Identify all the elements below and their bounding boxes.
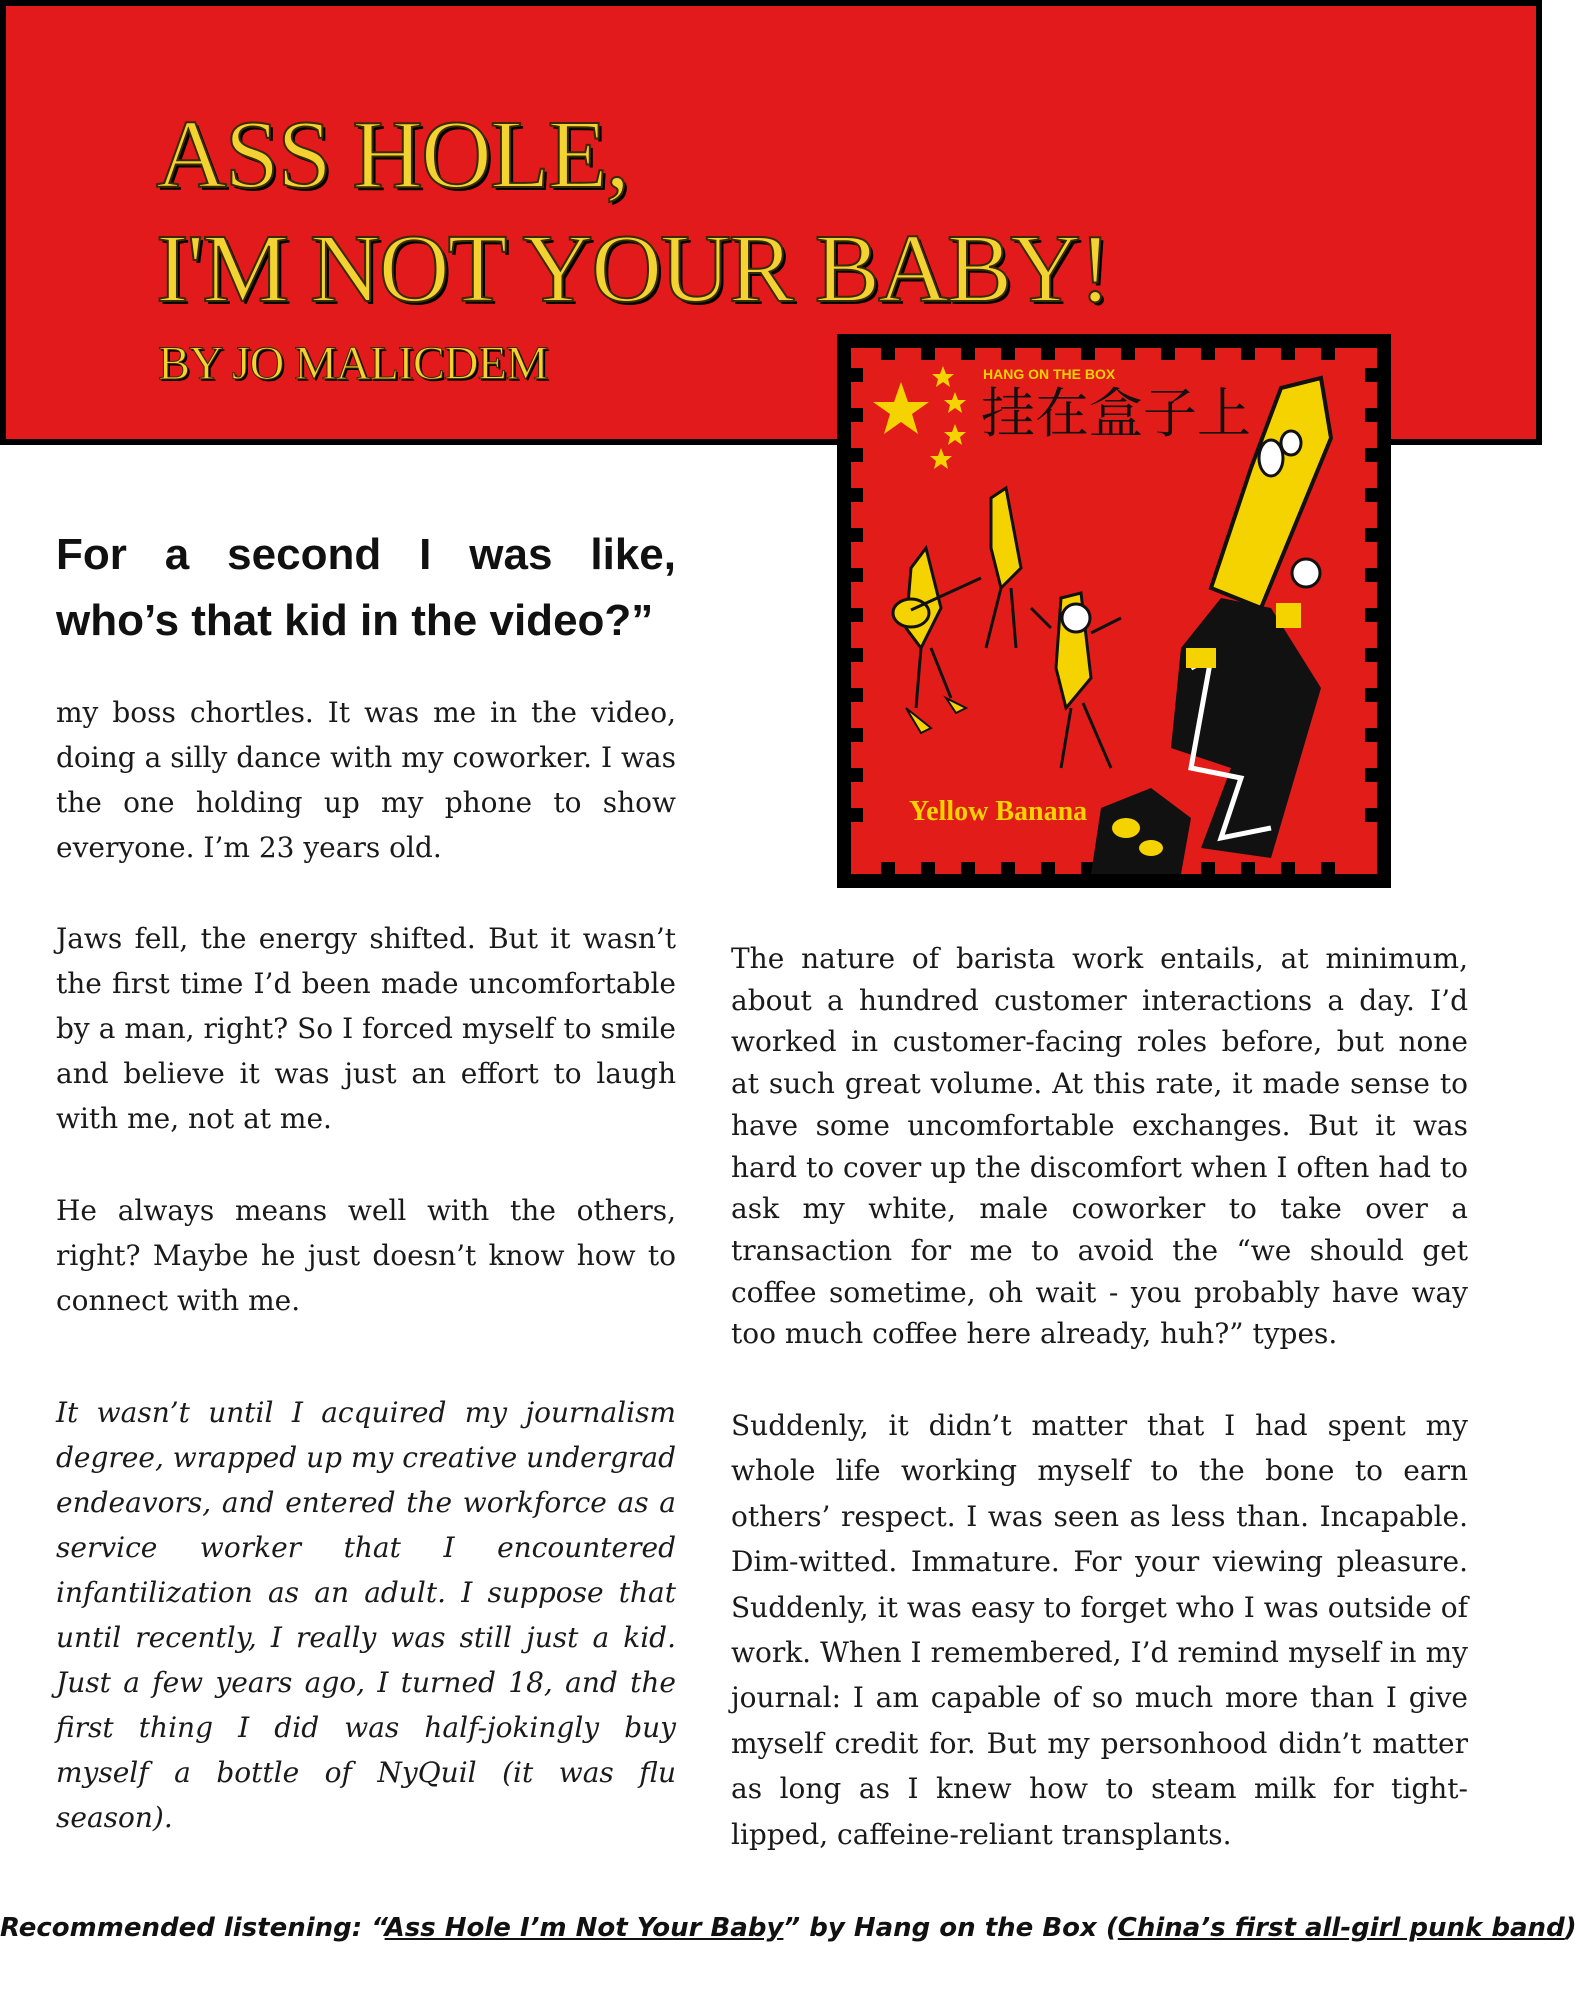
star-icons bbox=[873, 366, 966, 469]
banana-character-singer bbox=[986, 488, 1021, 648]
album-cover-art bbox=[851, 348, 1377, 874]
footer-prefix: Recommended listening: “ bbox=[0, 1913, 385, 1943]
footer-middle: ” by Hang on the Box ( bbox=[783, 1913, 1118, 1943]
title-line-2: I'M NOT YOUR BABY! bbox=[156, 215, 1110, 323]
album-chinese-title: 挂在盒子上 bbox=[981, 382, 1251, 445]
title-line-1: ASS HOLE, bbox=[156, 101, 629, 209]
right-paragraph-2: Suddenly, it didn’t matter that I had spent my whole life working myself to the bone to earn others’ respect. I was seen as less than. Incapable. Dim-witted. Immature. For your viewing pleasure. Suddenly, it was easy to forget who I was outside of work. When I remembered, I’d remind myself in my journal: I am capable of so much more than I give myself credit for. But my personhood didn’t matter as long as I knew how to steam milk for tight-lipped, caffeine-reliant transplants. bbox=[731, 1409, 1468, 1851]
recommended-listening bbox=[0, 1908, 1577, 1948]
byline: BY JO MALICDEM bbox=[158, 337, 548, 390]
right-paragraph-1: The nature of barista work entails, at minimum, about a hundred customer interactions a day. I’d worked in customer-facing roles before, but none at such great volume. At this rate, it made sense to have some uncomfortable exchanges. But it was hard to cover up the discomfort when I often had to ask my white, male coworker to take over a transaction for me to avoid the “we should get coffee sometime, oh wait - you probably have way too much coffee here already, huh?” types. bbox=[731, 942, 1468, 1351]
band-link[interactable]: China’s first all-girl punk band bbox=[1117, 1913, 1565, 1943]
album-band-name: HANG ON THE BOX bbox=[983, 366, 1116, 382]
pull-quote-headline: For a second I was like, who’s that kid in the video?” bbox=[56, 530, 676, 645]
left-paragraph-4: It wasn’t until I acquired my journalism degree, wrapped up my creative undergrad endeavors, and entered the workforce as a service worker that I encountered infantilization as an adult. I suppose that until recently, I really was still just a kid. Just a few years ago, I turned 18, and the first thing I did was half-jokingly buy myself a bottle of NyQuil (it was flu season). bbox=[56, 1396, 676, 1834]
left-paragraph-2: Jaws fell, the energy shifted. But it wasn’t the first time I’d been made uncomfortable by a man, right? So I forced myself to smile and believe it was just an effort to laugh with me, not at me. bbox=[56, 922, 676, 1135]
article-title bbox=[156, 98, 1110, 326]
banana-character-drummer bbox=[1031, 593, 1121, 768]
song-link[interactable]: Ass Hole I’m Not Your Baby bbox=[384, 1913, 784, 1943]
album-title: Yellow Banana bbox=[909, 796, 1088, 827]
banana-character-large bbox=[1171, 378, 1331, 858]
left-paragraph-1: my boss chortles. It was me in the video, doing a silly dance with my coworker. I was the one holding up my phone to show everyone. I’m 23 years old. bbox=[56, 696, 676, 864]
left-paragraph-3: He always means well with the others, right? Maybe he just doesn’t know how to connect with me. bbox=[56, 1194, 676, 1317]
album-cover-image bbox=[837, 334, 1391, 888]
footer-suffix: ) bbox=[1564, 1913, 1577, 1943]
banana-character-guitarist bbox=[893, 548, 981, 733]
boot-shape bbox=[1091, 788, 1191, 874]
